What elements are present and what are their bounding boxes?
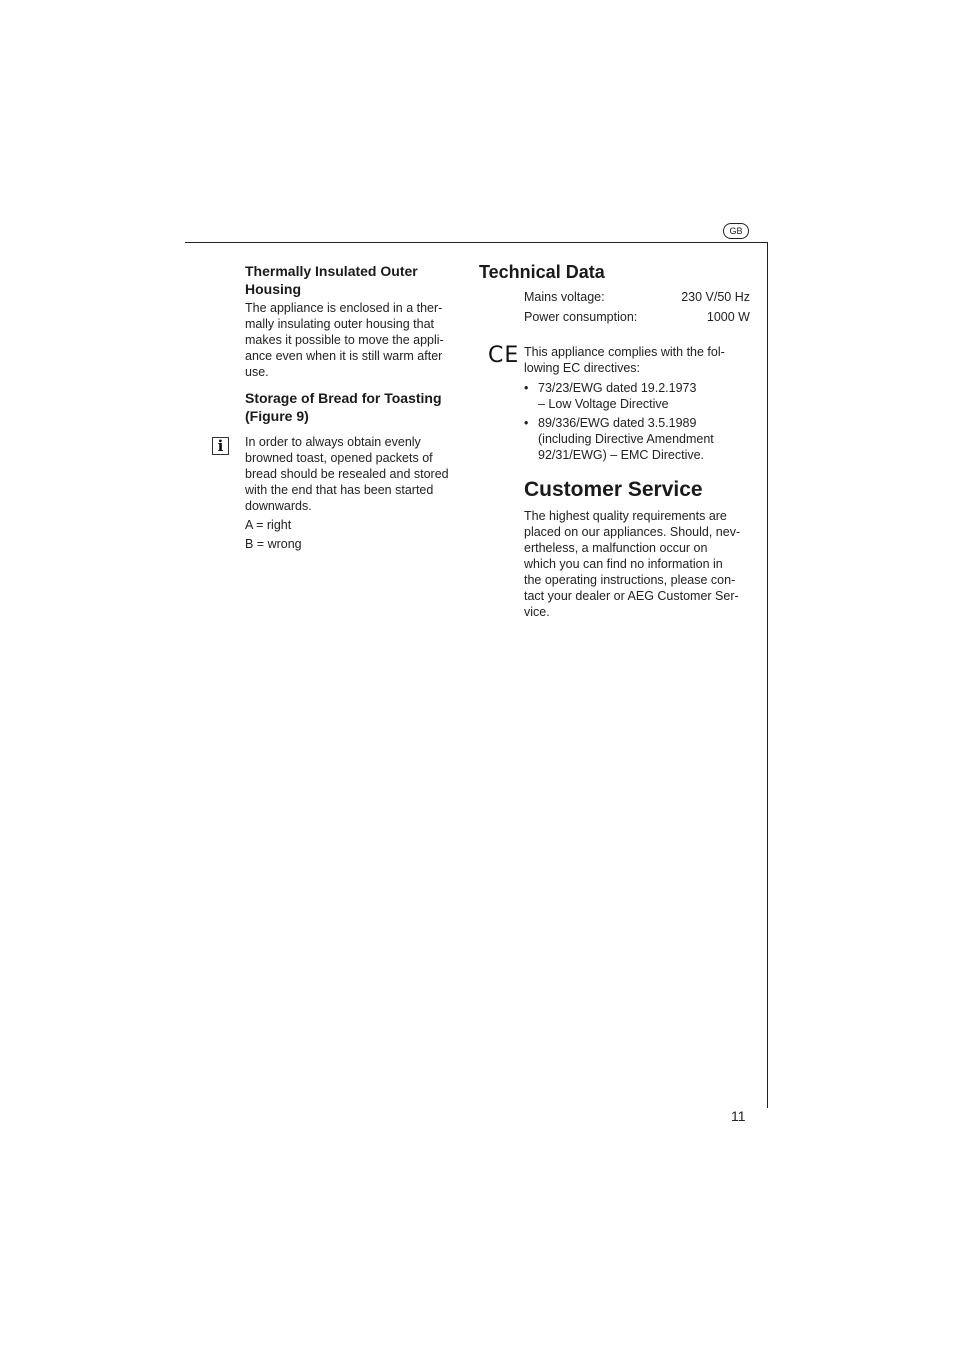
text-line: The highest quality requirements are <box>524 509 727 523</box>
language-badge: GB <box>723 223 749 239</box>
paragraph-storage <box>245 434 465 514</box>
text-line: 92/31/EWG) – EMC Directive. <box>538 448 705 462</box>
text-line: This appliance complies with the fol- <box>524 345 725 359</box>
legend-a: A = right <box>245 518 292 532</box>
legend-b: B = wrong <box>245 537 302 551</box>
text-line: which you can find no information in <box>524 557 723 571</box>
heading-line: Housing <box>245 281 301 297</box>
text-line: (including Directive Amendment <box>538 432 714 446</box>
heading-line: Thermally Insulated Outer <box>245 263 418 279</box>
directive-text <box>538 415 752 463</box>
spec-label: Mains voltage: <box>524 290 605 304</box>
text-line: ertheless, a malfunction occur on <box>524 541 708 555</box>
text-line: ance even when it is still warm after <box>245 349 443 363</box>
heading-storage-bread <box>245 389 465 425</box>
text-line: makes it possible to move the appli- <box>245 333 444 347</box>
text-line: the operating instructions, please con- <box>524 573 736 587</box>
text-line: placed on our appliances. Should, nev- <box>524 525 741 539</box>
heading-technical-data: Technical Data <box>479 262 605 282</box>
spec-row-voltage <box>524 289 750 305</box>
text-line: vice. <box>524 605 550 619</box>
text-line: 73/23/EWG dated 19.2.1973 <box>538 381 697 395</box>
text-line: use. <box>245 365 269 379</box>
spec-row-power <box>524 309 750 325</box>
text-line: with the end that has been started <box>245 483 434 497</box>
heading-thermally-insulated <box>245 262 465 298</box>
text-line: mally insulating outer housing that <box>245 317 435 331</box>
text-line: lowing EC directives: <box>524 361 641 375</box>
paragraph-housing <box>245 300 465 380</box>
ce-mark-icon: CE <box>488 343 520 368</box>
heading-line: (Figure 9) <box>245 408 309 424</box>
spec-value: 1000 W <box>706 310 750 324</box>
text-line: In order to always obtain evenly <box>245 435 421 449</box>
directive-text <box>538 380 752 412</box>
info-icon: i <box>212 437 229 455</box>
text-line: downwards. <box>245 499 312 513</box>
paragraph-customer-service <box>524 508 756 620</box>
text-line: tact your dealer or AEG Customer Ser- <box>524 589 739 603</box>
text-line: browned toast, opened packets of <box>245 451 433 465</box>
text-line: bread should be resealed and stored <box>245 467 449 481</box>
spec-value: 230 V/50 Hz <box>681 290 750 304</box>
header-rule <box>185 242 768 243</box>
heading-customer-service: Customer Service <box>524 478 703 501</box>
text-line: – Low Voltage Directive <box>538 397 669 411</box>
bullet-icon: • <box>524 381 529 395</box>
bullet-icon: • <box>524 416 529 430</box>
text-line: The appliance is enclosed in a ther- <box>245 301 443 315</box>
heading-line: Storage of Bread for Toasting <box>245 390 442 406</box>
spec-label: Power consumption: <box>524 310 638 324</box>
paragraph-compliance <box>524 344 754 376</box>
page-number: 11 <box>731 1108 746 1124</box>
text-line: 89/336/EWG dated 3.5.1989 <box>538 416 697 430</box>
right-margin-rule <box>767 242 768 1108</box>
